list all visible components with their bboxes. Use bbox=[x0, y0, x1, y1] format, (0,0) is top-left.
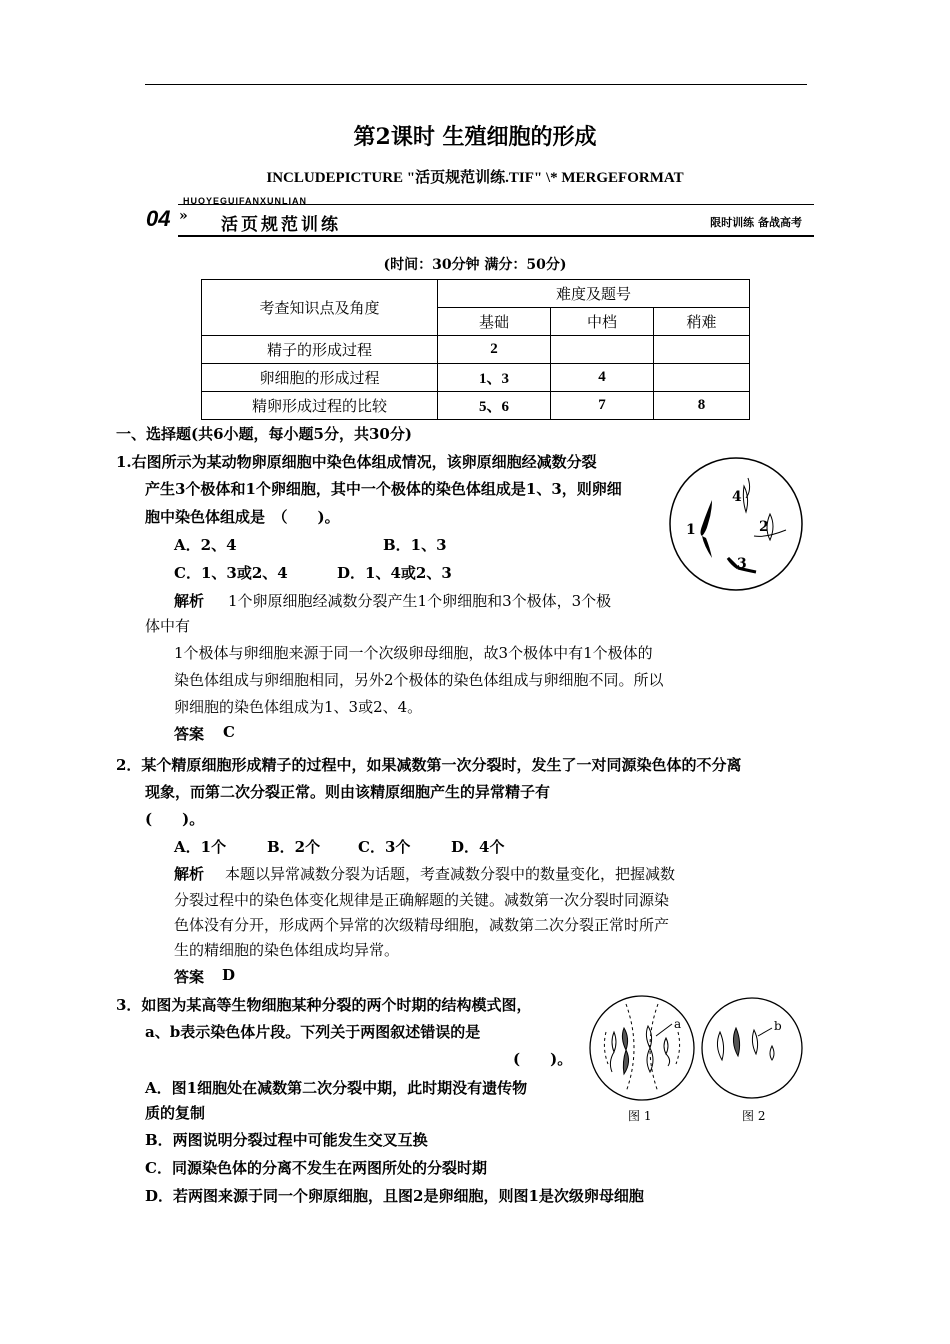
fig-label: 3 bbox=[737, 556, 747, 572]
q3-option-d: D．若两图来源于同一个卵原细胞，且图2是卵细胞，则图1是次级卵母细胞 bbox=[145, 1187, 644, 1205]
q3-option-b: B．两图说明分裂过程中可能发生交叉互换 bbox=[145, 1131, 428, 1149]
medium-cell: 7 bbox=[551, 392, 654, 420]
banner-number: 04 bbox=[146, 206, 176, 232]
medium-cell bbox=[551, 336, 654, 364]
q1-answer: C bbox=[223, 723, 235, 741]
practice-banner bbox=[143, 196, 814, 240]
q1-option-d: D．1、4或2、3 bbox=[337, 564, 452, 582]
q2-stem-line3: ( )。 bbox=[145, 810, 205, 828]
table-header-topic: 考查知识点及角度 bbox=[202, 280, 438, 336]
basic-cell: 1、3 bbox=[438, 364, 551, 392]
q1-analysis-label: 解析 bbox=[174, 592, 205, 610]
banner-name: 活页规范训练 bbox=[221, 215, 341, 235]
q1-option-c: C．1、3或2、4 bbox=[174, 564, 288, 582]
topic-cell: 精卵形成过程的比较 bbox=[202, 392, 438, 420]
q1-analysis-1: 1个卵原细胞经减数分裂产生1个卵细胞和3个极体，3个极 bbox=[228, 592, 612, 610]
q3-stem-line2: a、b表示染色体片段。下列关于两图叙述错误的是 bbox=[145, 1023, 481, 1041]
q2-analysis-label: 解析 bbox=[174, 865, 205, 883]
fig-label: 2 bbox=[759, 519, 769, 535]
banner-pinyin: HUOYEGUIFANXUNLIAN bbox=[183, 196, 308, 206]
label-b: b bbox=[774, 1019, 782, 1033]
include-field-code: INCLUDEPICTURE "活页规范训练.TIF" \* MERGEFORMAT bbox=[266, 170, 684, 186]
time-info: (时间：30分钟 满分：50分) bbox=[383, 257, 567, 273]
level-hard: 稍难 bbox=[654, 308, 750, 336]
medium-cell: 4 bbox=[551, 364, 654, 392]
q1-analysis-3: 1个极体与卵细胞来源于同一个次级卵母细胞，故3个极体中有1个极体的 bbox=[174, 644, 653, 662]
figure-1-caption: 图 1 bbox=[628, 1109, 652, 1123]
fig-label: 4 bbox=[732, 489, 742, 505]
knowledge-table bbox=[201, 279, 750, 420]
q1-stem-line2: 产生3个极体和1个卵细胞，其中一个极体的染色体组成是1、3，则卵细 bbox=[145, 480, 622, 498]
q2-analysis-1: 本题以异常减数分裂为话题，考查减数分裂中的数量变化，把握减数 bbox=[225, 865, 676, 883]
q2-analysis-2: 分裂过程中的染色体变化规律是正确解题的关键。减数第一次分裂时同源染 bbox=[174, 891, 670, 909]
header-rule bbox=[145, 84, 807, 85]
topic-cell: 精子的形成过程 bbox=[202, 336, 438, 364]
q1-analysis-2: 体中有 bbox=[145, 617, 191, 635]
label-a: a bbox=[674, 1017, 682, 1031]
q1-analysis-4: 染色体组成与卵细胞相同，另外2个极体的染色体组成与卵细胞不同。所以 bbox=[174, 671, 664, 689]
q2-option-a: A．1个 bbox=[174, 838, 227, 856]
figure-1 bbox=[590, 996, 694, 1123]
figure-2 bbox=[702, 998, 802, 1123]
q3-option-a-line1: A．图1细胞处在减数第二次分裂中期，此时期没有遗传物 bbox=[145, 1079, 528, 1097]
q3-figures bbox=[586, 992, 808, 1124]
q2-answer-label: 答案 bbox=[174, 968, 205, 986]
q2-analysis-4: 生的精细胞的染色体组成均异常。 bbox=[174, 941, 400, 959]
q3-stem-line3: ( )。 bbox=[513, 1050, 573, 1068]
hard-cell bbox=[654, 364, 750, 392]
q2-analysis-3: 色体没有分开，形成两个异常的次级精母细胞，减数第二次分裂正常时所产 bbox=[174, 916, 670, 934]
q2-option-b: B．2个 bbox=[267, 838, 321, 856]
q1-stem-line1: 1.右图所示为某动物卵原细胞中染色体组成情况，该卵原细胞经减数分裂 bbox=[116, 453, 597, 471]
basic-cell: 5、6 bbox=[438, 392, 551, 420]
figure-2-caption: 图 2 bbox=[742, 1109, 766, 1123]
table-row bbox=[202, 336, 750, 364]
q2-stem-line2: 现象，而第二次分裂正常。则由该精原细胞产生的异常精子有 bbox=[145, 783, 551, 801]
q1-cell-figure bbox=[666, 454, 806, 594]
q1-analysis-5: 卵细胞的染色体组成为1、3或2、4。 bbox=[174, 698, 423, 716]
q2-answer: D bbox=[222, 966, 236, 984]
hard-cell bbox=[654, 336, 750, 364]
hard-cell: 8 bbox=[654, 392, 750, 420]
basic-cell: 2 bbox=[438, 336, 551, 364]
q2-option-c: C．3个 bbox=[358, 838, 411, 856]
fig-label: 1 bbox=[686, 522, 696, 538]
topic-cell: 卵细胞的形成过程 bbox=[202, 364, 438, 392]
table-row bbox=[202, 392, 750, 420]
q3-stem-line1: 3．如图为某高等生物细胞某种分裂的两个时期的结构模式图， bbox=[116, 996, 532, 1014]
table-header-difficulty: 难度及题号 bbox=[438, 280, 750, 308]
banner-slogan: 限时训练 备战高考 bbox=[710, 216, 802, 229]
q1-stem-line3: 胞中染色体组成是 （ )。 bbox=[145, 508, 340, 526]
banner-arrow: » bbox=[179, 208, 188, 224]
q1-answer-label: 答案 bbox=[174, 725, 205, 743]
q1-option-a: A．2、4 bbox=[174, 536, 237, 554]
section-heading: 一、选择题(共6小题，每小题5分，共30分) bbox=[116, 425, 412, 443]
q3-option-c: C．同源染色体的分离不发生在两图所处的分裂时期 bbox=[145, 1159, 487, 1177]
q3-option-a-line2: 质的复制 bbox=[145, 1104, 206, 1122]
lesson-title: 第2课时 生殖细胞的形成 bbox=[353, 124, 597, 150]
q2-option-d: D．4个 bbox=[451, 838, 505, 856]
level-medium: 中档 bbox=[551, 308, 654, 336]
level-basic: 基础 bbox=[438, 308, 551, 336]
q2-stem-line1: 2．某个精原细胞形成精子的过程中，如果减数第一次分裂时，发生了一对同源染色体的不分离 bbox=[116, 756, 742, 774]
q1-option-b: B．1、3 bbox=[383, 536, 447, 554]
table-row bbox=[202, 364, 750, 392]
